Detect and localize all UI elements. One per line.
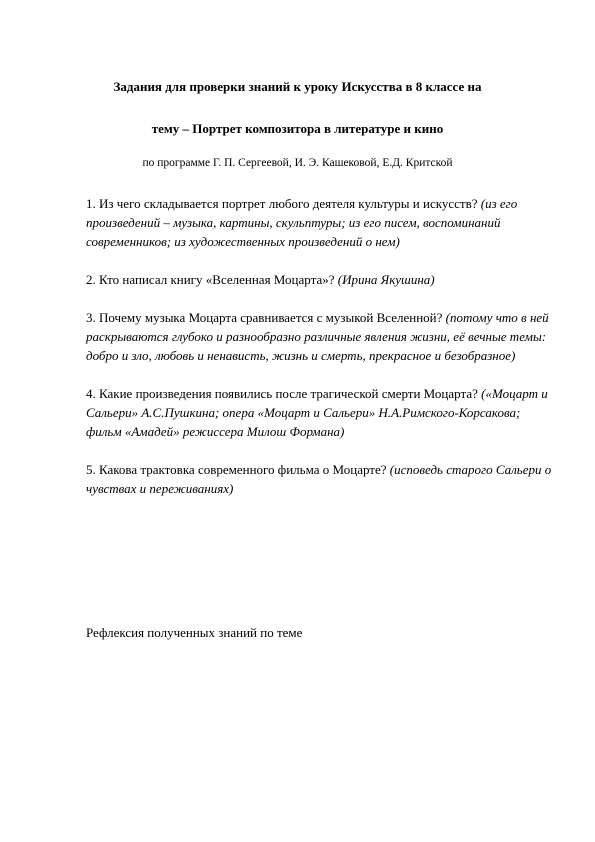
question-3 <box>86 308 556 365</box>
question-3-text: 3. Почему музыка Моцарта сравнивается с музыкой Вселенной? <box>86 310 446 325</box>
question-5-answer: (исповедь старого Сальери о чувствах и переживаниях) <box>86 462 552 496</box>
question-5-text: 5. Какова трактовка современного фильма о Моцарте? <box>86 462 390 477</box>
question-4-answer: («Моцарт и Сальери» А.С.Пушкина; опера «Моцарт и Сальери» Н.А.Римского-Корсакова; фильм «Амадей» режиссера Милош Формана) <box>86 386 548 439</box>
question-2-text: 2. Кто написал книгу «Вселенная Моцарта»? <box>86 272 338 287</box>
question-1 <box>86 194 556 251</box>
question-4 <box>86 384 556 441</box>
question-1-answer: (из его произведений – музыка, картины, скульптуры; из его писем, воспоминаний современников; из художественных произведений о нем) <box>86 196 518 249</box>
questions-list <box>86 194 556 517</box>
document-title-line-2: тему – Портрет композитора в литературе и кино <box>151 121 444 136</box>
question-5 <box>86 460 556 498</box>
program-authors: по программе Г. П. Сергеевой, И. Э. Кашековой, Е.Д. Критской <box>142 157 453 169</box>
question-1-text: 1. Из чего складывается портрет любого деятеля культуры и искусств? <box>86 196 481 211</box>
question-2 <box>86 270 556 289</box>
question-3-answer: (потому что в ней раскрываются глубоко и разнообразно различные явления жизни, её вечные темы: добро и зло, любовь и ненависть, жизнь и смерть, прекрасное и безобразное) <box>86 310 549 363</box>
question-2-answer: (Ирина Якушина) <box>337 272 435 287</box>
question-4-text: 4. Какие произведения появились после трагической смерти Моцарта? <box>86 386 482 401</box>
document-title-line-1: Задания для проверки знаний к уроку Искусства в 8 классе на <box>113 79 482 94</box>
reflection-heading: Рефлексия полученных знаний по теме <box>86 625 303 640</box>
